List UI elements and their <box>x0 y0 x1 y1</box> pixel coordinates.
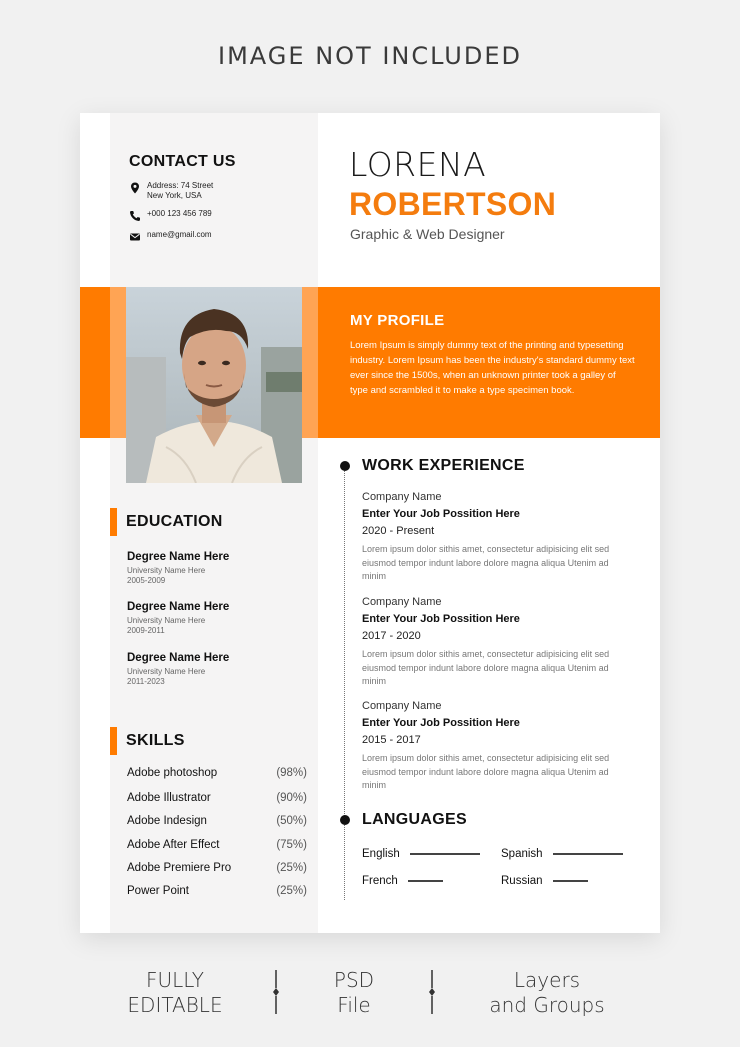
skill-row <box>127 792 307 804</box>
university-name: University Name Here <box>127 616 206 625</box>
envelope-icon <box>129 231 141 243</box>
feature-line: and Groups <box>489 993 605 1017</box>
degree-name: Degree Name Here <box>127 551 230 563</box>
timeline-dot <box>340 461 350 471</box>
skill-percent: (75%) <box>276 839 307 851</box>
profile-title: MY PROFILE <box>350 312 445 329</box>
skill-row <box>127 815 307 827</box>
language-row <box>501 848 623 860</box>
job-years: 2020 - Present <box>362 525 435 537</box>
feature-layers-groups <box>472 968 622 1018</box>
education-item <box>127 652 229 686</box>
work-experience-title: WORK EXPERIENCE <box>362 457 525 474</box>
education-title: EDUCATION <box>126 513 223 530</box>
job-years: 2015 - 2017 <box>362 734 421 746</box>
university-name: University Name Here <box>127 667 206 676</box>
education-accent-bar <box>110 508 117 536</box>
education-heading <box>110 508 223 536</box>
job-position: Enter Your Job Possition Here <box>362 508 520 520</box>
languages-title: LANGUAGES <box>362 811 467 828</box>
skill-percent: (25%) <box>276 862 307 874</box>
first-name: LORENA <box>349 145 487 184</box>
skill-name: Power Point <box>127 885 190 897</box>
job-entry <box>362 491 622 584</box>
education-years: 2011-2023 <box>127 676 165 686</box>
job-position: Enter Your Job Possition Here <box>362 613 520 625</box>
job-entry <box>362 700 622 793</box>
skill-percent: (90%) <box>276 792 307 804</box>
skill-name: Adobe Illustrator <box>127 792 211 804</box>
feature-line: Layers <box>513 968 581 992</box>
contact-title: CONTACT US <box>129 153 236 170</box>
address-line-2: New York, USA <box>147 190 202 200</box>
skill-percent: (98%) <box>276 767 307 779</box>
skill-row <box>127 862 307 874</box>
contact-phone <box>129 209 212 222</box>
language-level-bar <box>553 880 588 882</box>
skill-name: Adobe Premiere Pro <box>127 862 232 874</box>
language-name: Russian <box>501 875 543 887</box>
skill-name: Adobe photoshop <box>127 767 218 779</box>
feature-line: PSD <box>333 968 375 992</box>
education-item <box>127 551 229 585</box>
language-name: English <box>362 848 400 860</box>
skills-heading <box>110 727 185 755</box>
timeline-line <box>344 466 345 900</box>
language-level-bar <box>410 853 480 855</box>
language-name: French <box>362 875 398 887</box>
company-name: Company Name <box>362 700 442 712</box>
last-name: ROBERTSON <box>349 186 557 222</box>
job-description: Lorem ipsum dolor sithis amet, consectetur adipisicing elit sed eiusmod tempor indunt labore dolore magna aliqua Utenim ad minim <box>362 649 610 686</box>
skills-accent-bar <box>110 727 117 755</box>
band-light-strip-right <box>302 287 318 438</box>
feature-line: File <box>337 993 371 1017</box>
language-level-bar <box>553 853 623 855</box>
profile-photo <box>126 287 302 483</box>
language-level-bar <box>408 880 443 882</box>
education-years: 2005-2009 <box>127 575 166 585</box>
resume-sheet <box>80 113 660 933</box>
band-light-strip-left <box>110 287 126 438</box>
separator-icon <box>270 970 282 1014</box>
feature-line: EDITABLE <box>127 993 223 1017</box>
image-not-included-banner: IMAGE NOT INCLUDED <box>218 42 522 70</box>
job-description: Lorem ipsum dolor sithis amet, consectetur adipisicing elit sed eiusmod tempor indunt labore dolore magna aliqua Utenim ad minim <box>362 753 610 790</box>
contact-email <box>129 230 212 243</box>
location-pin-icon <box>129 182 141 194</box>
job-position: Enter Your Job Possition Here <box>362 717 520 729</box>
skill-percent: (50%) <box>276 815 307 827</box>
language-name: Spanish <box>501 848 543 860</box>
company-name: Company Name <box>362 596 442 608</box>
skill-name: Adobe Indesign <box>127 815 207 827</box>
education-years: 2009-2011 <box>127 625 165 635</box>
skills-title: SKILLS <box>126 732 185 749</box>
company-name: Company Name <box>362 491 442 503</box>
skill-percent: (25%) <box>276 885 307 897</box>
skill-row <box>127 839 307 851</box>
skill-name: Adobe After Effect <box>127 839 220 851</box>
skill-row <box>127 767 307 779</box>
phone-number: +000 123 456 789 <box>147 209 212 218</box>
feature-psd-file <box>304 968 404 1018</box>
phone-icon <box>129 210 141 222</box>
education-item <box>127 601 229 635</box>
email-address: name@gmail.com <box>147 230 212 239</box>
address-line-1: Address: 74 Street <box>147 181 214 190</box>
degree-name: Degree Name Here <box>127 652 230 664</box>
language-row <box>501 875 588 887</box>
language-row <box>362 848 480 860</box>
feature-fully-editable <box>110 968 240 1018</box>
language-row <box>362 875 443 887</box>
profile-text: Lorem Ipsum is simply dummy text of the printing and typesetting industry. Lorem Ipsum has been the industry's standard dummy text ever since the 1500s, when an unknown printer took a galley of type and scrambled it to make a type specimen book. <box>350 340 635 396</box>
contact-address <box>129 181 213 200</box>
separator-icon <box>426 970 438 1014</box>
job-years: 2017 - 2020 <box>362 630 421 642</box>
timeline-dot <box>340 815 350 825</box>
skill-row <box>127 885 307 897</box>
degree-name: Degree Name Here <box>127 601 230 613</box>
university-name: University Name Here <box>127 566 206 575</box>
job-role: Graphic & Web Designer <box>350 226 505 242</box>
feature-line: FULLY <box>146 968 204 992</box>
job-description: Lorem ipsum dolor sithis amet, consectetur adipisicing elit sed eiusmod tempor indunt labore dolore magna aliqua Utenim ad minim <box>362 544 610 581</box>
job-entry <box>362 596 622 689</box>
